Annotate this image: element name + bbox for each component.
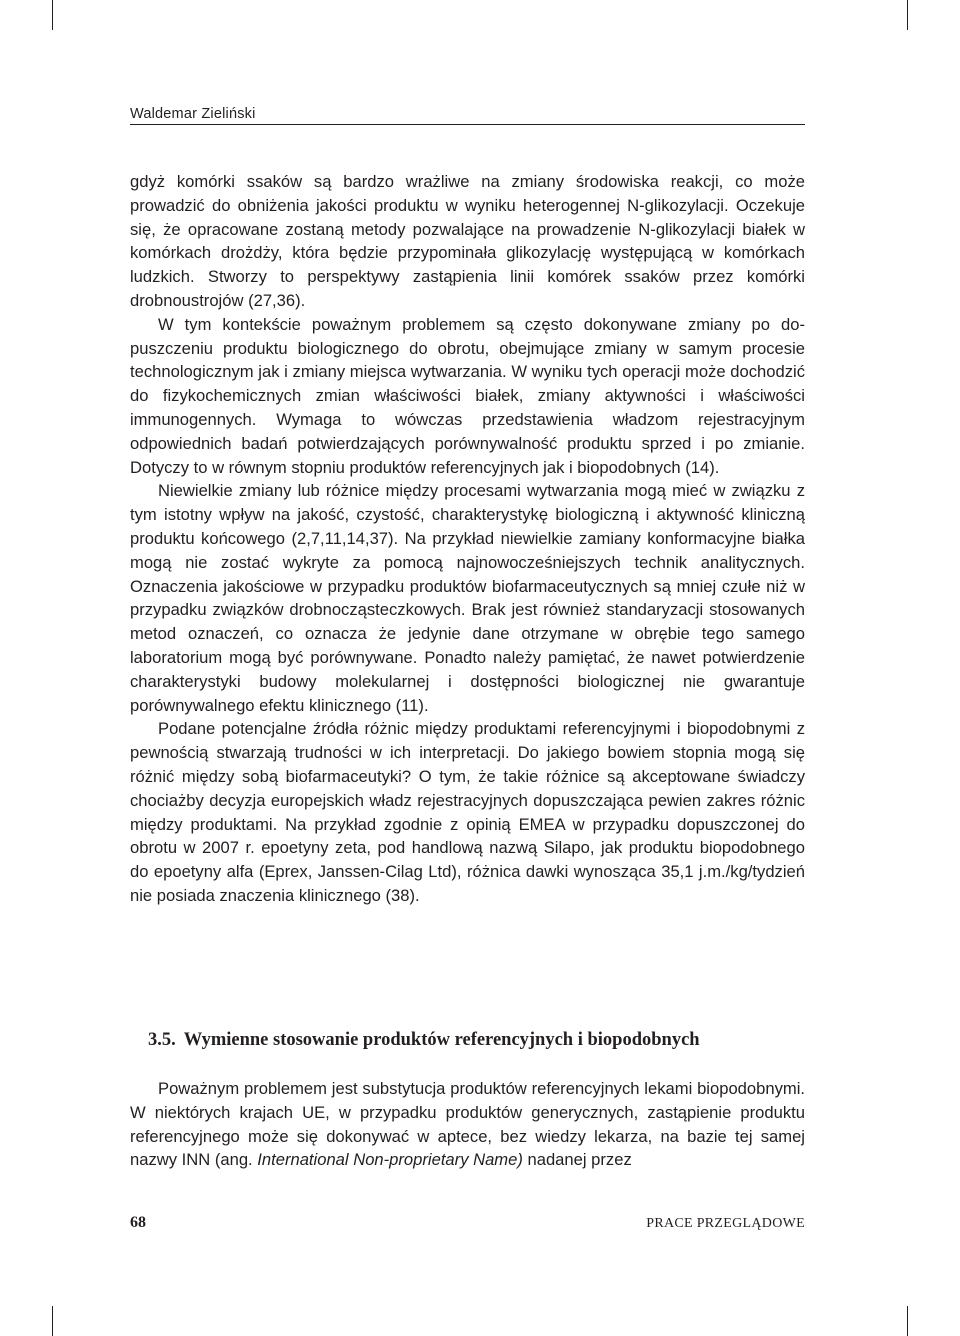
section-number: 3.5.	[148, 1030, 176, 1050]
section-heading	[148, 1030, 700, 1051]
main-text	[130, 170, 805, 908]
paragraph	[130, 1077, 805, 1172]
page-number: 68	[130, 1214, 146, 1231]
header-rule	[130, 124, 805, 125]
crop-mark-top-right	[907, 0, 908, 30]
crop-mark-bottom-right	[907, 1306, 908, 1336]
paragraph: W tym kontekście poważnym problemem są często dokonywane zmiany po dopuszczeniu produktu biologicznego do obrotu, obejmujące zmiany w samym procesie technologicznym jak i zmiany miejsca wytwarzania. W wyniku tych operacji może dochodzić do fizykochemicznych zmian właściwości białek, zmiany aktywności i właściwości immunogennych. Wymaga to wówczas przedstawienia władzom rejestracyjnym odpowiednich badań potwierdzających porównywalność produktu sprzed i po zmianie. Dotyczy to w równym stopniu produktów referencyjnych jak i biopodobnych (14).	[130, 314, 805, 477]
journal-name: PRACE PRZEGLĄDOWE	[646, 1216, 805, 1231]
crop-mark-top-left	[52, 0, 53, 30]
text-run: nadanej przez	[522, 1150, 632, 1170]
paragraph: Niewielkie zmiany lub różnice między procesami wytwarzania mogą mieć w związku z tym istotny wpływ na jakość, czystość, charakterystykę biologiczną i aktywność kliniczną produktu końcowego (2,7,11,14,37). Na przykład niewielkie zamiany konformacyjne białka mogą nie zostać wykryte za pomocą najnowocześniejszych technik analitycznych. Oznaczenia jakościowe w przypadku produktów biofarmaceutycznych są mniej czułe niż w przypadku związków drobnocząsteczkowych. Brak jest również standaryzacji stosowanych metod oznaczeń, co oznacza że jedynie dane otrzymane w obrębie tego samego laboratorium mogą być porównywane. Ponadto należy pamiętać, że nawet potwierdzenie charakterystyki budowy molekularnej i dostępności biologicznej nie gwarantuje porównywalnego efektu klinicznego (11).	[130, 481, 805, 715]
running-header-author: Waldemar Zieliński	[130, 106, 256, 122]
crop-mark-bottom-left	[52, 1306, 53, 1336]
text-run: Poważnym problemem jest substytucja produktów referencyjnych lekami biopodobnymi. W niektórych krajach UE, w przypadku produktów generycznych, zastąpienie produktu referencyjnego może się dokonywać w aptece, bez wiedzy lekarza, na bazie tej samej nazwy INN (ang.	[130, 1079, 805, 1170]
italic-term: International Non-proprietary Name)	[257, 1150, 523, 1170]
paragraph: Podane potencjalne źródła różnic między produktami referencyjnymi i biopodobnymi z pewnością stwarzają trudności w ich interpretacji. Do jakiego bowiem stopnia mogą się różnić między sobą biofarmaceutyki? O tym, że takie różnice są akceptowane świadczy chociażby decyzja europejskich władz rejestracyjnych dopuszczająca pewien zakres różnic między produktami. Na przykład zgodnie z opinią EMEA w przypadku dopuszczonej do obrotu w 2007 r. epoetyny zeta, pod handlową nazwą Silapo, jak produktu biopodobnego do epoetyny alfa (Eprex, Janssen-Cilag Ltd), różnica dawki wynosząca 35,1 j.m./kg/tydzień nie posiada znaczenia klinicznego (38).	[130, 719, 805, 905]
section-title: Wymienne stosowanie produktów referencyjnych i biopodobnych	[183, 1030, 700, 1050]
paragraph: gdyż komórki ssaków są bardzo wrażliwe na zmiany środowiska reakcji, co może prowadzić do obniżenia jakości produktu w wyniku heterogennej N-glikozylacji. Oczekuje się, że opracowane zostaną metody pozwalające na prowadzenie N-glikozylacji białek w komórkach drożdży, która będzie przypominała glikozylację występującą w komórkach ludzkich. Stworzy to perspektywy zastąpienia linii komórek ssaków przez komórki drobnoustrojów (27,36).	[130, 172, 805, 310]
section-text	[130, 1077, 805, 1172]
